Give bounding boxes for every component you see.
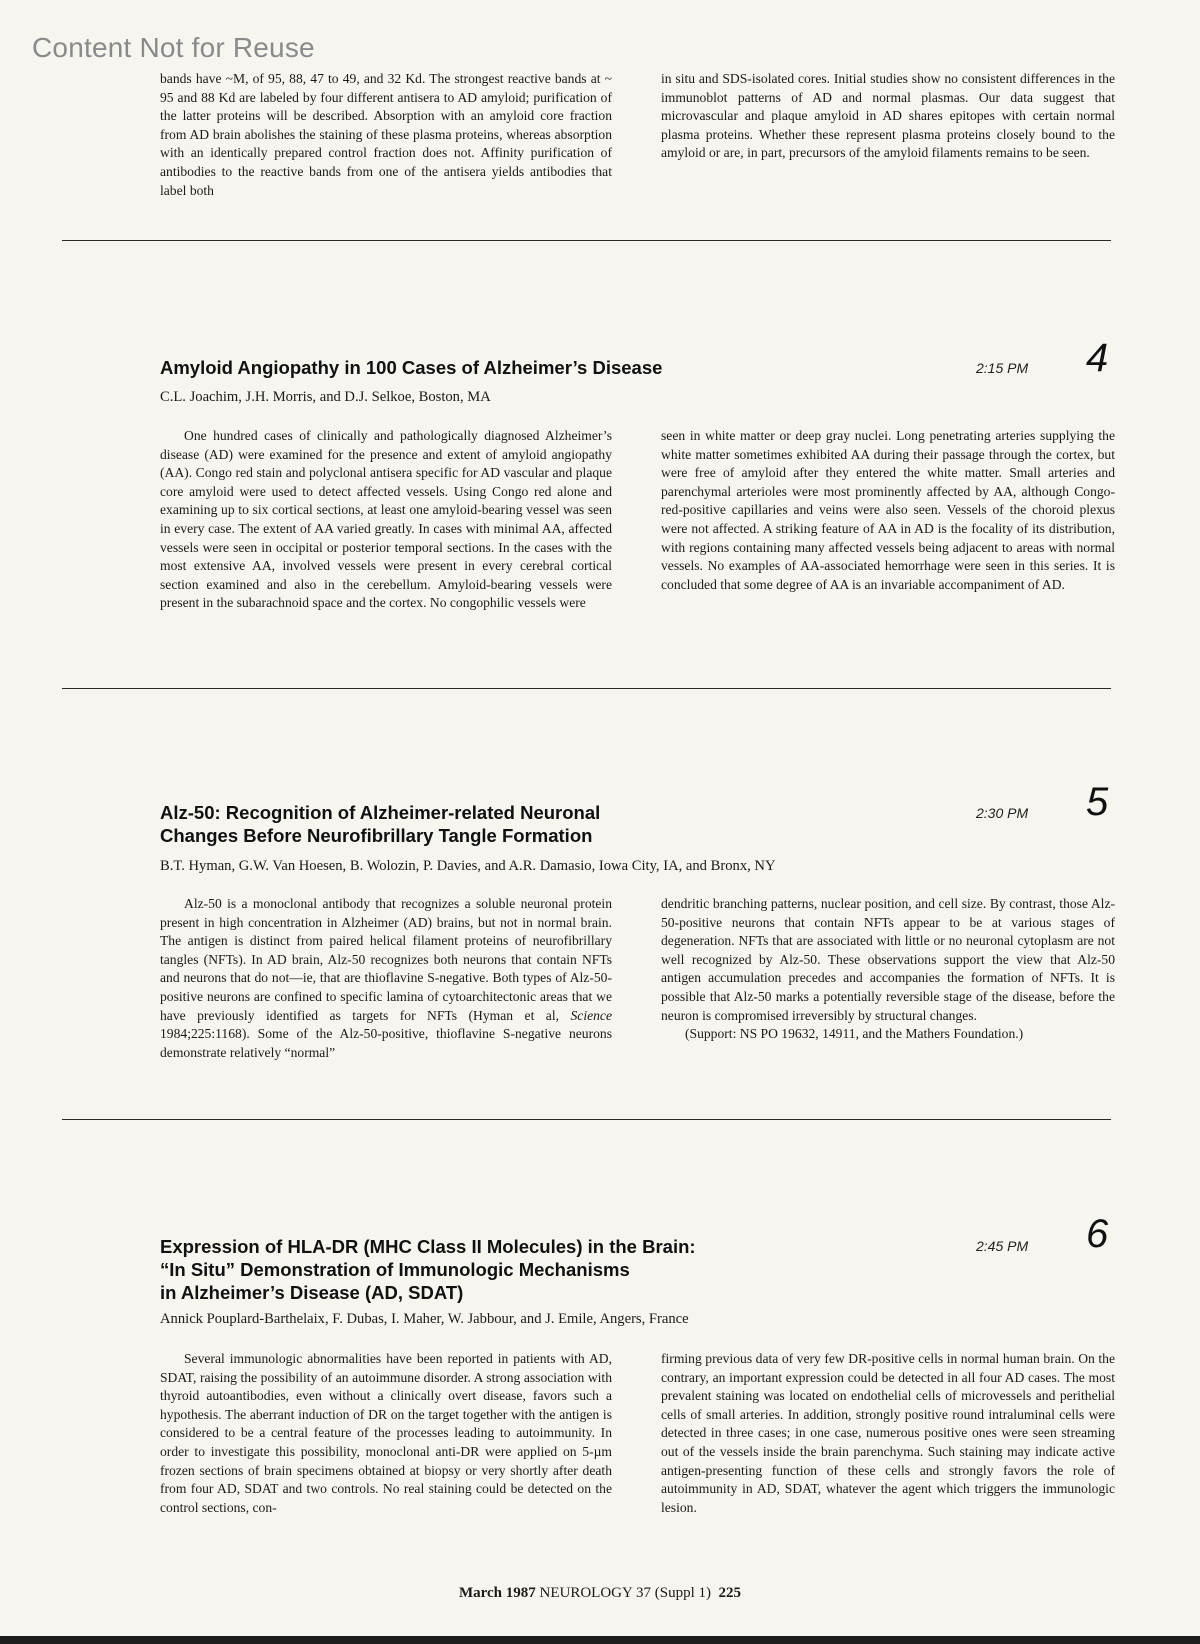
abstract-paragraph: Several immunologic abnormalities have been reported in patients with AD, SDAT, raising the possibility of an autoimmune disorder. A strong association with thyroid autoantibodies, even without a clinically overt disease, favors such a hypothesis. The aberrant induction of DR on the target together with the antigen is considered to be a central feature of the processes leading to autoimmunity. In order to investigate this possibility, monoclonal anti-DR were applied on 5-µm frozen sections of brain specimens obtained at biopsy or very shortly after death from four AD, SDAT and two controls. No real staining could be detected on the control sections, con- xyxy=(160,1351,612,1515)
abstract-authors: B.T. Hyman, G.W. Van Hoesen, B. Wolozin, P. Davies, and A.R. Damasio, Iowa City, IA, and Bronx, NY xyxy=(160,858,776,874)
fragment-paragraph: in situ and SDS-isolated cores. Initial studies show no consistent differences in the immunoblot patterns of AD and normal plasmas. Our data suggest that microvascular and plaque amyloid in AD shares epitopes with certain normal plasma proteins. Whether these represent plasma proteins closely bound to the amyloid or are, in part, precursors of the amyloid filaments remains to be seen. xyxy=(661,71,1115,161)
abstract-title xyxy=(160,356,662,379)
title-line: Changes Before Neurofibrillary Tangle Formation xyxy=(160,825,593,846)
abstract-title xyxy=(160,801,600,847)
title-line: Expression of HLA-DR (MHC Class II Molecules) in the Brain: xyxy=(160,1236,696,1257)
title-line: Alz-50: Recognition of Alzheimer-related Neuronal xyxy=(160,802,601,823)
fragment-paragraph: bands have ~M, of 95, 88, 47 to 49, and 32 Kd. The strongest reactive bands at ~ 95 and 88 Kd are labeled by four different antisera to AD amyloid; purification of the latter proteins will be described. Absorption with an amyloid core fraction from AD brain abolishes the staining of these plasma proteins, whereas absorption with an identically prepared control fraction does not. Affinity purification of antibodies to the reactive bands from one of the antisera yields antibodies that label both xyxy=(160,71,612,198)
fragment-column-left xyxy=(160,70,612,200)
abstract-number: 5 xyxy=(1086,780,1109,824)
page-footer xyxy=(0,1585,1200,1602)
watermark-text: Content Not for Reuse xyxy=(32,32,315,63)
abstract-paragraph: seen in white matter or deep gray nuclei. Long penetrating arteries supplying the white matter sometimes exhibited AA during their passage through the cortex, but were free of amyloid after they entered the white matter. Small arteries and parenchymal arterioles were most prominently affected by AA, although Congo-red-positive capillaries and veins were also seen. Vessels of the choroid plexus were not affected. A striking feature of AA in AD is the focality of its distribution, with regions containing many affected vessels being adjacent to areas with normal vessels. No examples of AA-associated hemorrhage were seen in this series. It is concluded that some degree of AA is an invariable accompaniment of AD. xyxy=(661,428,1115,592)
footer-journal: NEUROLOGY 37 (Suppl 1) xyxy=(539,1585,712,1601)
title-line: “In Situ” Demonstration of Immunologic Mechanisms xyxy=(160,1259,630,1280)
abstract-column-right xyxy=(661,1350,1115,1517)
support-note: (Support: NS PO 19632, 14911, and the Mathers Foundation.) xyxy=(685,1026,1024,1042)
abstract-paragraph xyxy=(160,895,612,1062)
abstract-number: 4 xyxy=(1086,336,1109,380)
session-time: 2:45 PM xyxy=(976,1238,1029,1254)
abstract-authors: C.L. Joachim, J.H. Morris, and D.J. Selkoe, Boston, MA xyxy=(160,389,491,405)
section-divider xyxy=(62,688,1111,689)
title-line: in Alzheimer’s Disease (AD, SDAT) xyxy=(160,1282,464,1303)
paragraph-text: Alz-50 is a monoclonal antibody that recognizes a soluble neuronal protein present in high concentration in Alzheimer (AD) brains, but not in normal brain. The antigen is distinct from paired helical filament proteins of neurofibrillary tangles (NFTs). In AD brain, Alz-50 recognizes both neurons that contain NFTs and neurons that do not—ie, that are thioflavine S-negative. Both types of Alz-50-positive neurons are confined to specific lamina of cytoarchitectonic areas that we have previously identified as targets for NFTs (Hyman et al, xyxy=(160,896,612,1023)
abstract-column-left xyxy=(160,895,612,1062)
abstract-column-right xyxy=(661,895,1115,1044)
footer-date: March 1987 xyxy=(458,1585,536,1601)
abstract-number: 6 xyxy=(1086,1212,1109,1256)
session-time: 2:15 PM xyxy=(976,360,1029,376)
abstract-column-left xyxy=(160,1350,612,1517)
abstract-authors: Annick Pouplard-Barthelaix, F. Dubas, I. Maher, W. Jabbour, and J. Emile, Angers, France xyxy=(160,1311,689,1327)
abstract-title xyxy=(160,1235,696,1304)
fragment-column-right xyxy=(661,70,1115,163)
abstract-paragraph: firming previous data of very few DR-positive cells in normal human brain. On the contrary, an important expression could be detected in all four AD cases. The most prevalent staining was located on endothelial cells of microvessels and perithelial cells of small arteries. In addition, strongly positive round intraluminal cells were detected in three cases; in one case, numerous positive ones were seen streaming out of the vessels inside the brain parenchyma. Such staining may indicate active antigen-presenting function of these cells and strongly favors the role of autoimmunity in AD, SDAT, whatever the agent which triggers the immunologic lesion. xyxy=(661,1351,1115,1515)
title-line: Amyloid Angiopathy in 100 Cases of Alzheimer’s Disease xyxy=(160,357,663,378)
scan-edge xyxy=(0,1636,1200,1644)
journal-citation: Science xyxy=(570,1007,612,1023)
section-divider xyxy=(62,240,1111,241)
abstract-column-left xyxy=(160,427,612,613)
abstract-paragraph: One hundred cases of clinically and pathologically diagnosed Alzheimer’s disease (AD) were examined for the presence and extent of amyloid angiopathy (AA). Congo red stain and polyclonal antisera specific for AD vascular and plaque core amyloid were used to detect affected vessels. Using Congo red alone and examining up to six cortical sections, at least one amyloid-bearing vessel was seen in every case. The extent of AA varied greatly. In cases with minimal AA, affected vessels were seen in occipital or posterior temporal sections. In the cases with the most extensive AA, involved vessels were present in every cerebral cortical section examined and also in the cerebellum. Amyloid-bearing vessels were present in the subarachnoid space and the cortex. No congophilic vessels were xyxy=(160,428,612,611)
abstract-column-right xyxy=(661,427,1115,594)
paragraph-text: 1984;225:1168). Some of the Alz-50-positive, thioflavine S-negative neurons demonstrate relatively “normal” xyxy=(160,1026,612,1060)
page-number: 225 xyxy=(718,1585,742,1601)
abstract-paragraph: dendritic branching patterns, nuclear position, and cell size. By contrast, those Alz-50-positive neurons that contain NFTs appear to be at various stages of degeneration. NFTs that are associated with little or no neuronal cytoplasm are not well recognized by Alz-50. These observations support the view that Alz-50 antigen accumulation precedes and accompanies the formation of NFTs. It is possible that Alz-50 marks a potentially reversible stage of the disease, before the neuron is compromised irreversibly by structural changes. xyxy=(661,896,1115,1023)
session-time: 2:30 PM xyxy=(976,805,1029,821)
section-divider xyxy=(62,1119,1111,1120)
